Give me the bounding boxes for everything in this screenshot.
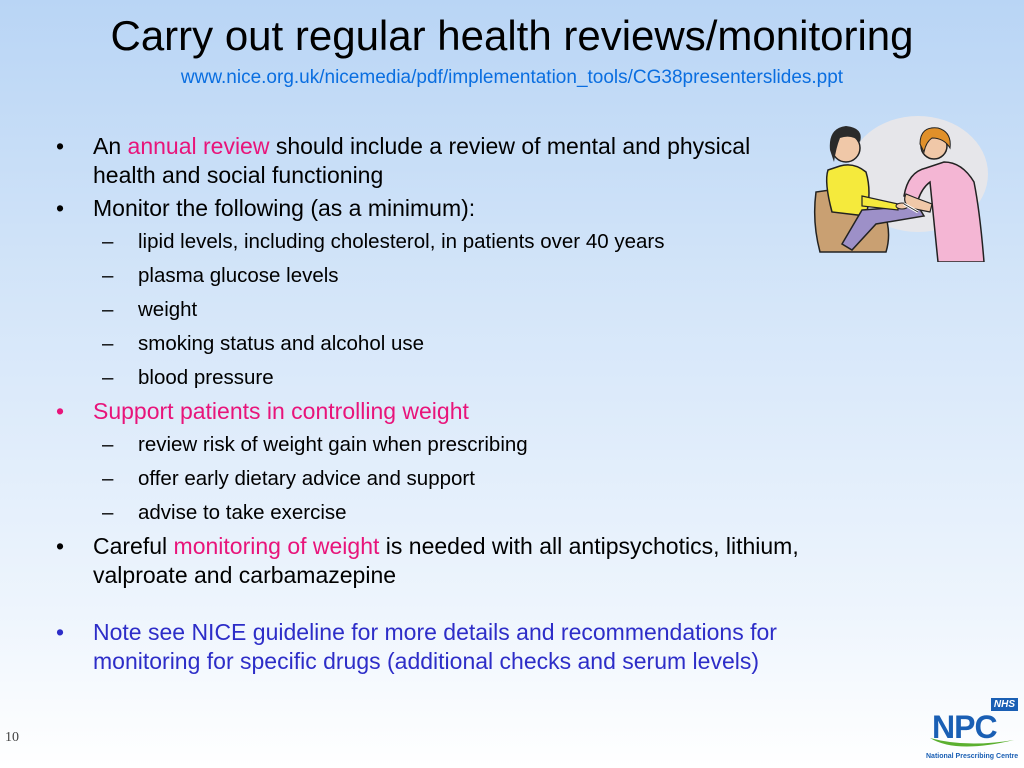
bullet-nice-note bbox=[56, 618, 816, 676]
sub-item-blood-pressure bbox=[56, 363, 816, 392]
bullet-glyph: • bbox=[56, 398, 65, 424]
sub-item-glucose bbox=[56, 261, 816, 290]
highlight-annual-review: annual review bbox=[127, 133, 270, 159]
dash-glyph: – bbox=[102, 366, 114, 389]
bullet-glyph: • bbox=[56, 133, 65, 159]
dash-glyph: – bbox=[102, 467, 114, 490]
dash-glyph: – bbox=[102, 433, 114, 456]
nhs-badge: NHS bbox=[991, 698, 1018, 711]
page-number: 10 bbox=[5, 730, 19, 745]
dash-glyph: – bbox=[102, 298, 114, 321]
highlight-monitoring-weight: monitoring of weight bbox=[173, 533, 380, 559]
source-url[interactable]: www.nice.org.uk/nicemedia/pdf/implementation_tools/CG38presenterslides.ppt bbox=[180, 67, 844, 88]
sub-item-text: offer early dietary advice and support bbox=[138, 467, 475, 490]
dash-glyph: – bbox=[102, 230, 114, 253]
sub-item-smoking bbox=[56, 329, 816, 358]
slide-title: Carry out regular health reviews/monitoring bbox=[110, 12, 914, 59]
bullet-text: is needed with all antipsychotics, lithium, valproate and carbamazepine bbox=[93, 533, 799, 588]
bullet-text: Careful bbox=[93, 533, 174, 559]
bullet-text: Monitor the following (as a minimum): bbox=[93, 195, 476, 221]
bullet-glyph: • bbox=[56, 195, 65, 221]
bullet-text: An bbox=[93, 133, 128, 159]
sub-item-text: advise to take exercise bbox=[138, 501, 347, 524]
dash-glyph: – bbox=[102, 501, 114, 524]
sub-item-review-risk bbox=[56, 430, 816, 459]
npc-logo bbox=[926, 698, 1018, 764]
sub-item-text: lipid levels, including cholesterol, in patients over 40 years bbox=[138, 230, 665, 253]
bullet-careful-monitoring bbox=[56, 532, 816, 590]
sub-item-text: weight bbox=[138, 298, 198, 321]
bullet-text: should include a review of mental and physical health and social functioning bbox=[93, 133, 751, 188]
nurse-with-patient-illustration bbox=[806, 112, 994, 262]
bullet-monitor bbox=[56, 194, 816, 223]
npc-subtitle: National Prescribing Centre bbox=[926, 753, 1019, 760]
dash-glyph: – bbox=[102, 332, 114, 355]
swoosh-icon bbox=[926, 736, 1018, 752]
npc-wordmark: NPC bbox=[932, 709, 997, 745]
dash-glyph: – bbox=[102, 264, 114, 287]
sub-item-text: review risk of weight gain when prescribing bbox=[138, 433, 528, 456]
sub-item-text: smoking status and alcohol use bbox=[138, 332, 425, 355]
bullet-annual-review bbox=[56, 132, 816, 190]
sub-item-exercise bbox=[56, 498, 816, 527]
bullet-glyph: • bbox=[56, 533, 65, 559]
bullet-list bbox=[56, 132, 816, 680]
bullet-text: Support patients in controlling weight bbox=[93, 398, 469, 424]
bullet-support-weight bbox=[56, 397, 816, 426]
bullet-text: Note see NICE guideline for more details and recommendations for monitoring for specific drugs (additional checks and serum levels) bbox=[93, 619, 777, 674]
sub-item-text: plasma glucose levels bbox=[138, 264, 339, 287]
sub-item-lipid bbox=[56, 227, 816, 256]
sub-item-dietary-advice bbox=[56, 464, 816, 493]
sub-item-weight bbox=[56, 295, 816, 324]
sub-item-text: blood pressure bbox=[138, 366, 274, 389]
bullet-glyph: • bbox=[56, 619, 65, 645]
